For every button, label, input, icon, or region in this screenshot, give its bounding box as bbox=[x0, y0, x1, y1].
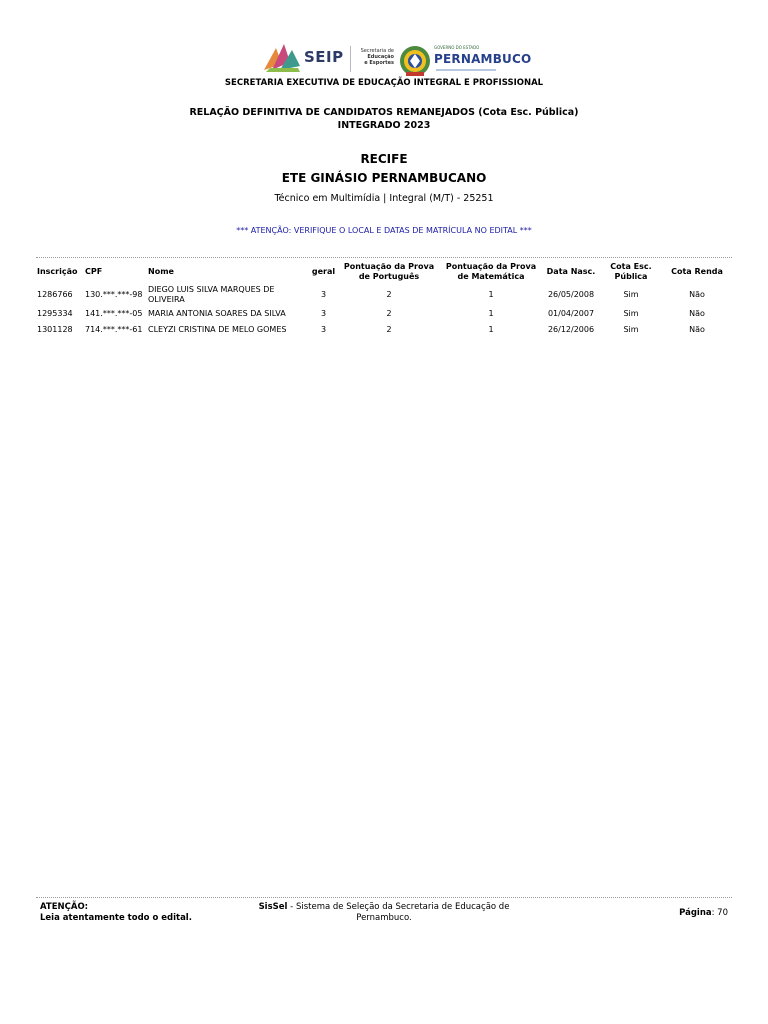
school-heading: ETE GINÁSIO PERNAMBUCANO bbox=[281, 171, 487, 185]
cell-cpf: 714.***.***-61 bbox=[85, 325, 143, 334]
page-indicator bbox=[679, 908, 728, 918]
cell-portugues: 2 bbox=[386, 325, 392, 334]
cell-geral: 3 bbox=[320, 290, 327, 299]
pernambuco-small-text: GOVERNO DO ESTADO bbox=[434, 45, 480, 50]
page-number: : 70 bbox=[711, 908, 728, 918]
seip-logo-text: SEIP bbox=[304, 48, 344, 66]
cell-cpf: 130.***.***-98 bbox=[85, 290, 143, 299]
city-heading: RECIFE bbox=[360, 152, 408, 166]
footer-attention bbox=[40, 902, 192, 924]
course-line: Técnico em Multimídia | Integral (M/T) - 25251 bbox=[274, 193, 494, 204]
header-logos bbox=[262, 42, 532, 78]
page-label: Página bbox=[679, 908, 712, 918]
cell-nome: DIEGO LUIS SILVA MARQUES DE OLIVEIRA bbox=[148, 285, 275, 304]
cell-matematica: 1 bbox=[488, 290, 494, 299]
col-portugues: Pontuação da Prova de Português bbox=[343, 262, 435, 281]
footer-system bbox=[248, 902, 520, 924]
attention-notice: *** ATENÇÃO: VERIFIQUE O LOCAL E DATAS DE MATRÍCULA NO EDITAL *** bbox=[236, 226, 532, 235]
cell-cota-renda: Não bbox=[689, 290, 705, 299]
attention-text: Leia atentamente todo o edital. bbox=[40, 913, 192, 923]
cell-cota-esc: Sim bbox=[623, 290, 639, 299]
system-name: SisSel bbox=[258, 902, 288, 912]
table-header-row bbox=[36, 260, 732, 284]
cell-cota-esc: Sim bbox=[623, 325, 639, 334]
system-description: - Sistema de Seleção da Secretaria de Educação de Pernambuco. bbox=[287, 902, 510, 923]
cell-portugues: 2 bbox=[386, 290, 392, 299]
pernambuco-crest-icon bbox=[398, 44, 432, 78]
document-subtitle: INTEGRADO 2023 bbox=[337, 120, 431, 131]
cell-data-nasc: 26/12/2006 bbox=[547, 325, 595, 334]
table-top-divider bbox=[36, 257, 732, 258]
candidates-table bbox=[36, 260, 732, 338]
col-inscricao: Inscrição bbox=[37, 267, 78, 276]
cell-nome: MARIA ANTONIA SOARES DA SILVA bbox=[148, 309, 286, 318]
organization-title: SECRETARIA EXECUTIVA DE EDUCAÇÃO INTEGRAL E PROFISSIONAL bbox=[224, 78, 544, 88]
table-row bbox=[36, 306, 732, 322]
col-cpf: CPF bbox=[85, 267, 103, 276]
cell-cota-renda: Não bbox=[689, 309, 705, 318]
cell-data-nasc: 26/05/2008 bbox=[547, 290, 595, 299]
document-title: RELAÇÃO DEFINITIVA DE CANDIDATOS REMANEJADOS (Cota Esc. Pública) bbox=[189, 107, 579, 118]
pernambuco-logo-text: PERNAMBUCO bbox=[434, 52, 532, 66]
cell-geral: 3 bbox=[320, 309, 327, 318]
cell-cota-esc: Sim bbox=[623, 309, 639, 318]
table-row bbox=[36, 284, 732, 306]
cell-inscricao: 1301128 bbox=[37, 325, 73, 334]
cell-matematica: 1 bbox=[488, 309, 494, 318]
cell-geral: 3 bbox=[320, 325, 327, 334]
cell-nome: CLEYZI CRISTINA DE MELO GOMES bbox=[148, 325, 287, 334]
seip-leaf-logo-icon bbox=[262, 42, 304, 74]
secretaria-logo-text: Secretaria de Educação e Esportes bbox=[360, 48, 394, 66]
col-cota-esc: Cota Esc. Pública bbox=[610, 262, 652, 281]
col-cota-renda: Cota Renda bbox=[671, 267, 723, 276]
cell-matematica: 1 bbox=[488, 325, 494, 334]
cell-cota-renda: Não bbox=[689, 325, 705, 334]
col-nome: Nome bbox=[148, 267, 174, 276]
col-data-nasc: Data Nasc. bbox=[546, 267, 596, 276]
pernambuco-logo-underline bbox=[436, 69, 496, 71]
footer-divider bbox=[36, 897, 732, 898]
cell-data-nasc: 01/04/2007 bbox=[547, 309, 595, 318]
cell-portugues: 2 bbox=[386, 309, 392, 318]
table-row bbox=[36, 322, 732, 338]
col-geral: geral bbox=[311, 267, 336, 276]
logo-divider bbox=[350, 46, 351, 72]
cell-cpf: 141.***.***-05 bbox=[85, 309, 143, 318]
attention-label: ATENÇÃO: bbox=[40, 902, 89, 912]
cell-inscricao: 1295334 bbox=[37, 309, 73, 318]
cell-inscricao: 1286766 bbox=[37, 290, 73, 299]
col-matematica: Pontuação da Prova de Matemática bbox=[445, 262, 537, 281]
